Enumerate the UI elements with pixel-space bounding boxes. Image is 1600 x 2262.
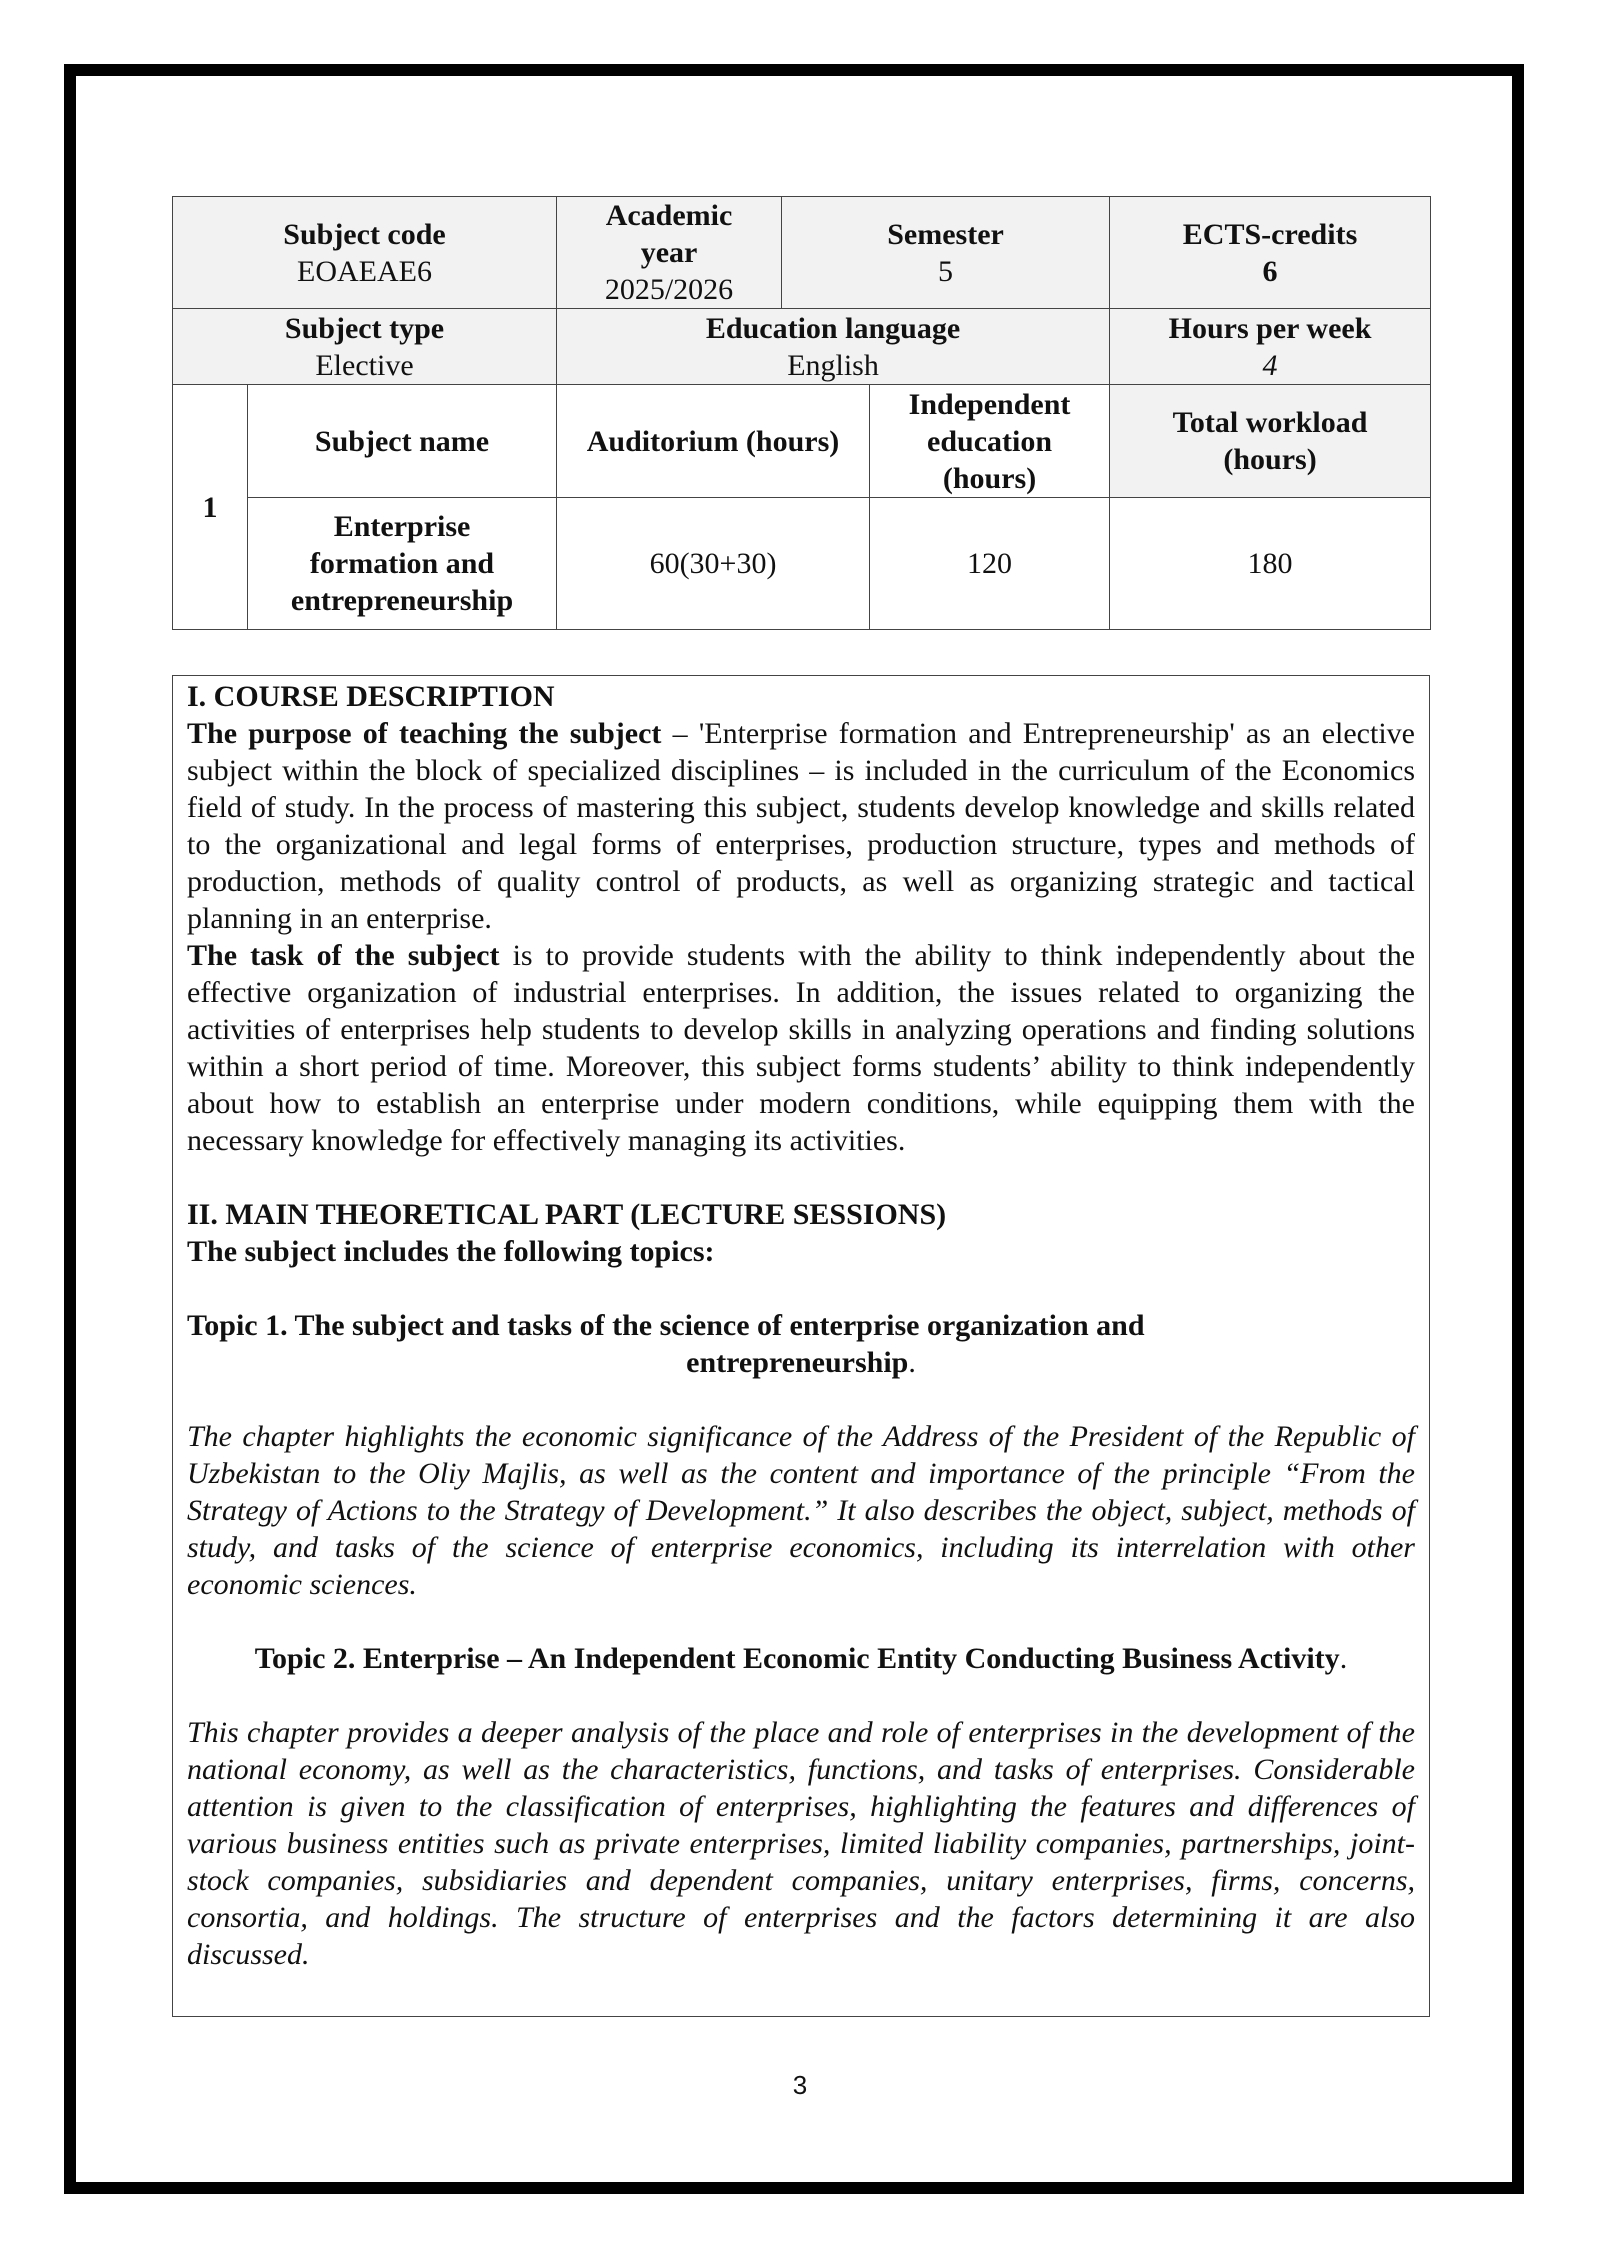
independent-header-line2: education	[927, 424, 1053, 458]
semester-label: Semester	[887, 217, 1004, 251]
hours-per-week-label: Hours per week	[1168, 311, 1372, 345]
topic1-title-period: .	[908, 1346, 916, 1379]
ects-label: ECTS-credits	[1182, 217, 1358, 251]
hours-per-week-value: 4	[1262, 348, 1278, 382]
task-paragraph	[187, 937, 1415, 1159]
academic-year-label-line2: year	[640, 236, 698, 269]
hours-per-week-cell	[1110, 309, 1431, 385]
ects-cell	[1110, 197, 1431, 309]
page-number: 3	[792, 2070, 808, 2100]
subject-name-cell	[248, 498, 557, 630]
academic-year-value: 2025/2026	[604, 273, 734, 306]
topic1-title-line2	[187, 1344, 1415, 1381]
purpose-label: The purpose of teaching the subject	[187, 717, 662, 750]
semester-value: 5	[938, 254, 954, 288]
purpose-text: – 'Enterprise formation and Entrepreneurship' as an elective subject within the block of specialized disciplines – is included in the curriculum of the Economics field of study. In the process of mastering this subject, students develop knowledge and skills related to the organizational and legal forms of enterprises, production structure, types and methods of production, methods of quality control of products, as well as organizing strategic and tactical planning in an enterprise.	[187, 717, 1415, 935]
total-header-line1: Total workload	[1172, 406, 1368, 439]
topic2-title-period: .	[1339, 1642, 1348, 1675]
theoretical-part-subheading: The subject includes the following topics:	[187, 1235, 715, 1268]
subject-name-header	[248, 385, 557, 498]
independent-hours-cell	[870, 498, 1110, 630]
theoretical-part-heading: II. MAIN THEORETICAL PART (LECTURE SESSIONS)	[187, 1198, 947, 1231]
ects-value: 6	[1262, 254, 1278, 288]
row-number-cell	[173, 385, 248, 630]
course-description-box	[172, 675, 1430, 2017]
subject-name-header-text: Subject name	[314, 424, 490, 458]
academic-year-cell	[557, 197, 782, 309]
total-hours-cell	[1110, 498, 1431, 630]
topic2-title	[187, 1640, 1415, 1677]
auditorium-hours-cell	[557, 498, 870, 630]
subject-code-value: EOAEAE6	[297, 254, 432, 288]
auditorium-hours-value: 60(30+30)	[649, 547, 777, 580]
topic1-title-line1: Topic 1. The subject and tasks of the science of enterprise organization and	[187, 1309, 1145, 1342]
auditorium-header	[557, 385, 870, 498]
subject-type-label: Subject type	[284, 311, 445, 345]
independent-hours-value: 120	[967, 547, 1013, 580]
course-description-heading: I. COURSE DESCRIPTION	[187, 680, 555, 713]
total-header-line2: (hours)	[1223, 443, 1317, 476]
auditorium-header-text: Auditorium (hours)	[586, 424, 840, 458]
subject-info-table	[172, 196, 1431, 630]
total-header	[1110, 385, 1431, 498]
task-text: is to provide students with the ability to think independently about the effective organization of industrial enterprises. In addition, the issues related to organizing the activities of enterprises help students to develop skills in analyzing operations and finding solutions within a short period of time. Moreover, this subject forms students’ ability to think independently about how to establish an enterprise under modern conditions, while equipping them with the necessary knowledge for effectively managing its activities.	[187, 939, 1416, 1157]
independent-header-line3: (hours)	[942, 461, 1037, 495]
topic1-description: The chapter highlights the economic significance of the Address of the President of the Republic of Uzbekistan to the Oliy Majlis, as well as the content and importance of the principle “From the Strategy of Actions to the Strategy of Development.” It also describes the object, subject, methods of study, and tasks of the science of enterprise economics, including its interrelation with other economic sciences.	[187, 1420, 1415, 1601]
academic-year-label-line1: Academic	[605, 199, 733, 232]
education-language-value: English	[787, 348, 879, 382]
independent-header-line1: Independent	[908, 387, 1071, 421]
topic1-title-line2-text: entrepreneurship	[686, 1346, 909, 1379]
semester-cell	[782, 197, 1110, 309]
topic2-description: This chapter provides a deeper analysis of the place and role of enterprises in the development of the national economy, as well as the characteristics, functions, and tasks of enterprises. Considerable attention is given to the classification of enterprises, highlighting the features and differences of various business entities such as private enterprises, limited liability companies, partnerships, joint-stock companies, subsidiaries and dependent companies, unitary enterprises, firms, concerns, consortia, and holdings. The structure of enterprises and the factors determining it are also discussed.	[187, 1716, 1415, 1971]
subject-code-label: Subject code	[283, 217, 446, 251]
subject-name-line1: Enterprise	[333, 510, 471, 543]
education-language-label: Education language	[705, 311, 961, 345]
purpose-paragraph	[187, 715, 1415, 937]
subject-type-cell	[173, 309, 557, 385]
independent-header	[870, 385, 1110, 498]
subject-name-line2: formation and	[309, 547, 495, 580]
topic2-title-text: Topic 2. Enterprise – An Independent Economic Entity Conducting Business Activity	[254, 1642, 1340, 1675]
education-language-cell	[557, 309, 1110, 385]
task-label: The task of the subject	[187, 939, 500, 972]
total-hours-value: 180	[1247, 547, 1293, 580]
subject-code-cell	[173, 197, 557, 309]
row-number: 1	[202, 490, 218, 524]
subject-type-value: Elective	[315, 348, 414, 382]
subject-name-line3: entrepreneurship	[290, 584, 514, 617]
